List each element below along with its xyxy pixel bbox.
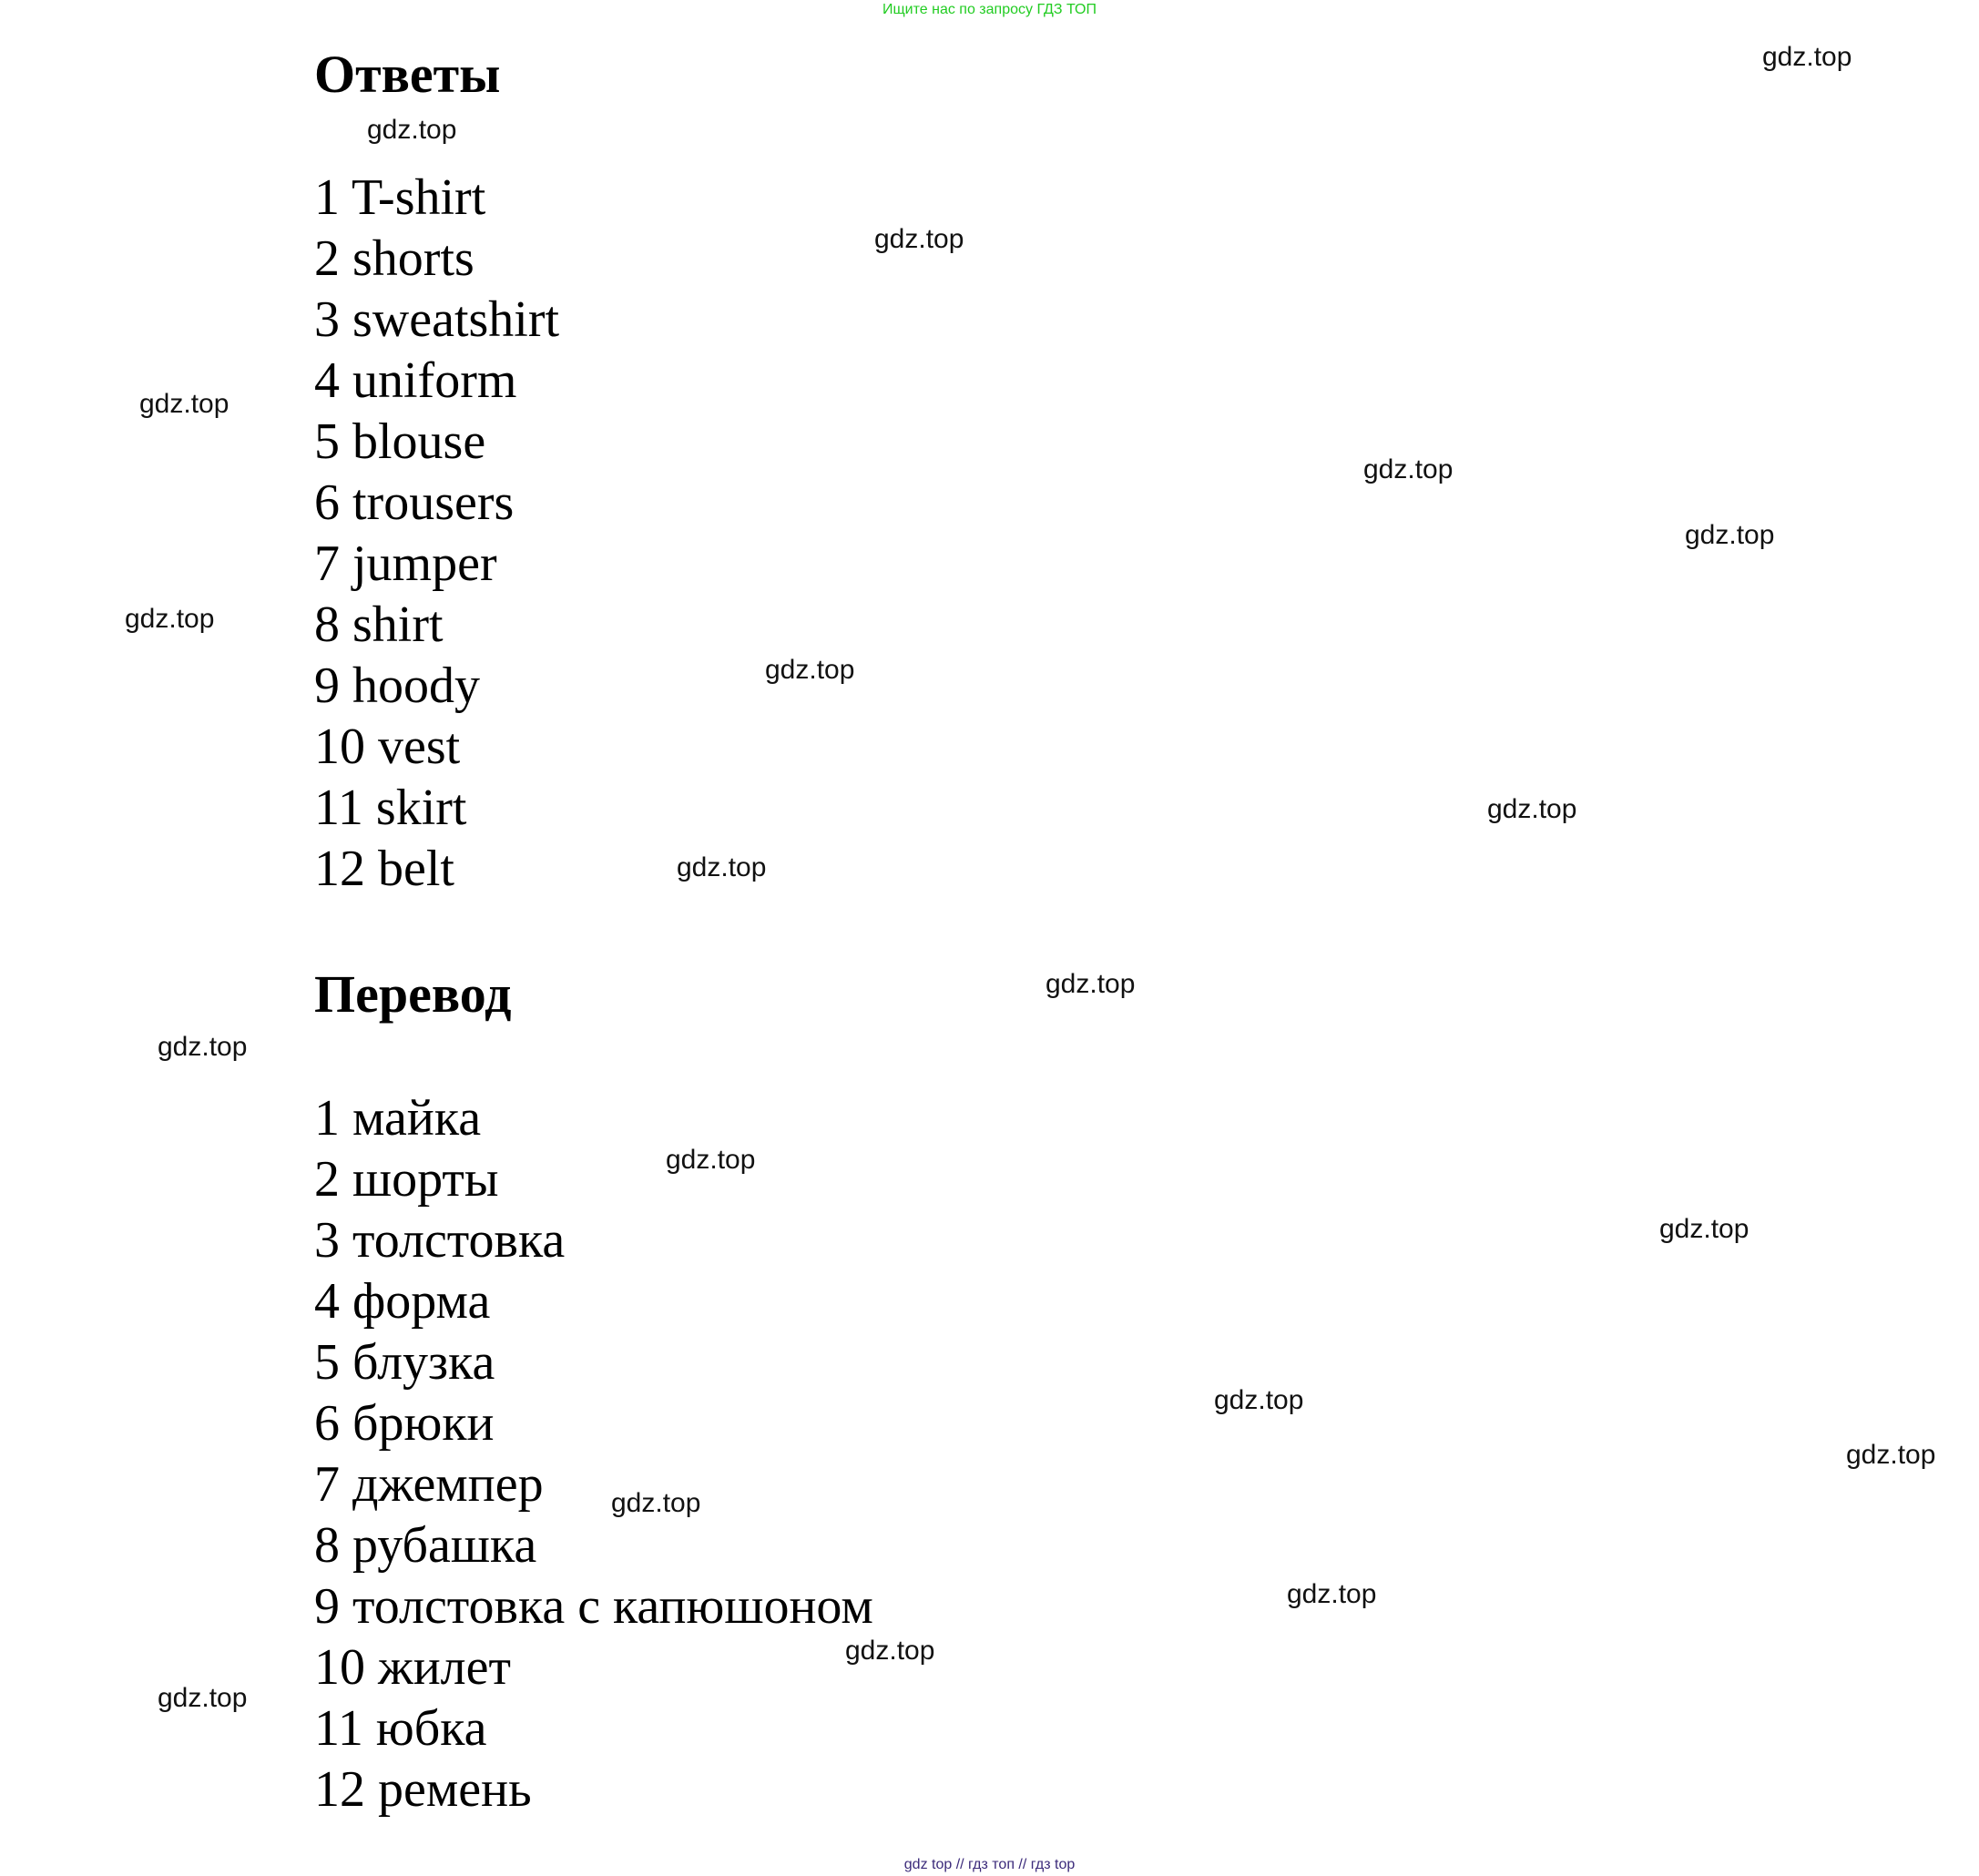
watermark: gdz.top — [1846, 1440, 1936, 1470]
top-banner: Ищите нас по запросу ГДЗ ТОП — [882, 2, 1097, 17]
watermark: gdz.top — [158, 1683, 248, 1713]
translation-item: 3 толстовка — [314, 1212, 566, 1269]
translation-item: 12 ремень — [314, 1761, 532, 1818]
watermark: gdz.top — [367, 115, 457, 145]
watermark: gdz.top — [1685, 520, 1775, 550]
watermark: gdz.top — [845, 1636, 935, 1666]
watermark: gdz.top — [1363, 454, 1454, 484]
translation-item: 8 рубашка — [314, 1517, 537, 1574]
answer-item: 4 uniform — [314, 352, 517, 409]
answer-item: 12 belt — [314, 841, 454, 897]
watermark: gdz.top — [1046, 969, 1136, 999]
watermark: gdz.top — [1214, 1385, 1304, 1415]
answer-item: 1 T-shirt — [314, 169, 486, 226]
translation-list — [314, 1088, 873, 1820]
answer-item: 3 sweatshirt — [314, 291, 560, 348]
watermark: gdz.top — [1487, 794, 1577, 824]
translation-item: 10 жилет — [314, 1639, 511, 1696]
watermark: gdz.top — [874, 224, 964, 254]
translation-title: Перевод — [314, 964, 512, 1024]
watermark: gdz.top — [765, 655, 855, 685]
watermark: gdz.top — [158, 1032, 248, 1062]
answers-list — [314, 168, 559, 900]
translation-item: 2 шорты — [314, 1151, 499, 1208]
watermark: gdz.top — [677, 852, 767, 882]
answer-item: 9 hoody — [314, 658, 480, 714]
answer-item: 11 skirt — [314, 780, 467, 836]
watermark: gdz.top — [666, 1145, 756, 1175]
translation-item: 7 джемпер — [314, 1456, 544, 1513]
answer-item: 8 shirt — [314, 596, 444, 653]
translation-item: 1 майка — [314, 1090, 482, 1147]
answer-item: 2 shorts — [314, 230, 474, 287]
translation-item: 4 форма — [314, 1273, 491, 1330]
translation-item: 9 толстовка с капюшоном — [314, 1578, 873, 1635]
answers-title: Ответы — [314, 45, 501, 104]
answer-item: 7 jumper — [314, 535, 497, 592]
watermark: gdz.top — [611, 1488, 701, 1518]
translation-item: 6 брюки — [314, 1395, 495, 1452]
translation-item: 11 юбка — [314, 1700, 487, 1757]
watermark: gdz.top — [125, 604, 215, 634]
watermark: gdz.top — [1762, 42, 1852, 72]
answer-item: 10 vest — [314, 719, 461, 775]
footer: gdz top // гдз топ // гдз top — [903, 1857, 1076, 1872]
watermark: gdz.top — [1659, 1214, 1749, 1244]
answer-item: 5 blouse — [314, 413, 486, 470]
watermark: gdz.top — [1287, 1579, 1377, 1609]
answer-item: 6 trousers — [314, 474, 515, 531]
translation-item: 5 блузка — [314, 1334, 495, 1391]
watermark: gdz.top — [139, 389, 230, 419]
